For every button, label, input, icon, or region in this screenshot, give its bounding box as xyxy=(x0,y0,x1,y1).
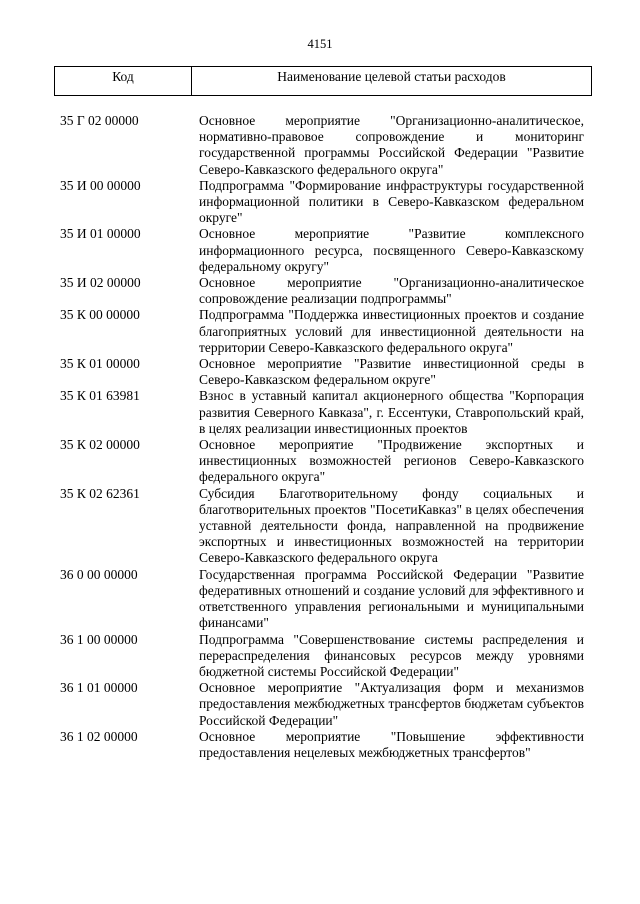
table-row xyxy=(54,486,592,567)
header-name: Наименование целевой статьи расходов xyxy=(277,69,506,84)
row-code: 35 И 02 00000 xyxy=(60,275,141,291)
table-row xyxy=(54,356,592,388)
row-description: Основное мероприятие "Продвижение экспортных и инвестиционных возможностей регионов Северо-Кавказского федерального округа" xyxy=(199,437,584,485)
row-code: 35 К 01 63981 xyxy=(60,388,140,404)
table-row xyxy=(54,680,592,729)
row-code: 35 К 01 00000 xyxy=(60,356,140,372)
row-code: 35 К 02 00000 xyxy=(60,437,140,453)
row-description: Подпрограмма "Формирование инфраструктуры государственной информационной политики в Северо-Кавказском федеральном округе" xyxy=(199,177,584,226)
table-row xyxy=(54,226,592,275)
table-row xyxy=(54,178,592,227)
table-body xyxy=(54,113,592,761)
row-code: 35 И 00 00000 xyxy=(60,177,141,193)
row-code: 36 1 01 00000 xyxy=(60,680,138,696)
row-description: Основное мероприятие "Развитие комплексного информационного ресурса, посвященного Северо-Кавказскому федеральному округу" xyxy=(199,226,584,274)
page-number: 4151 xyxy=(307,37,333,51)
table-row xyxy=(54,113,592,178)
row-code: 35 И 01 00000 xyxy=(60,226,141,242)
row-description: Субсидия Благотворительному фонду социальных и благотворительных проектов "ПосетиКавказ" в целях обеспечения уставной деятельности фонда, направленной на продвижение экспортных и инвестиционных возможностей на территории Северо-Кавказского федерального округа xyxy=(199,485,584,566)
row-description: Подпрограмма "Поддержка инвестиционных проектов и создание благоприятных условий для инвестиционной деятельности на территории Северо-Кавказского федерального округа" xyxy=(199,307,584,355)
table-row xyxy=(54,567,592,632)
row-code: 35 Г 02 00000 xyxy=(60,113,139,128)
header-code: Код xyxy=(55,67,192,95)
table-row xyxy=(54,632,592,681)
row-description: Взнос в уставный капитал акционерного общества "Корпорация развития Северного Кавказа", г. Ессентуки, Ставропольский край, в целях реализации инвестиционных проектов xyxy=(199,388,584,436)
row-description: Основное мероприятие "Развитие инвестиционной среды в Северо-Кавказском федеральном округе" xyxy=(199,356,584,388)
row-description: Основное мероприятие "Организационно-аналитическое, нормативно-правовое сопровождение и мониторинг государственной программы Российской Федерации "Развитие Северо-Кавказского федерального округа" xyxy=(199,113,584,177)
row-description: Основное мероприятие "Повышение эффективности предоставления нецелевых межбюджетных трансфертов" xyxy=(199,728,584,760)
table-header xyxy=(54,66,592,96)
table-row xyxy=(54,729,592,761)
table-row xyxy=(54,275,592,307)
table-row xyxy=(54,388,592,437)
row-code: 35 К 00 00000 xyxy=(60,307,140,323)
row-code: 36 1 02 00000 xyxy=(60,728,138,744)
table-row xyxy=(54,307,592,356)
row-description: Государственная программа Российской Федерации "Развитие федеративных отношений и создание условий для эффективного и ответственного управления региональными и муниципальными финансами" xyxy=(199,566,584,631)
row-description: Подпрограмма "Совершенствование системы распределения и перераспределения финансовых ресурсов между уровнями бюджетной системы Российской Федерации" xyxy=(199,631,584,679)
table-row xyxy=(54,437,592,486)
row-code: 36 0 00 00000 xyxy=(60,566,138,582)
row-code: 35 К 02 62361 xyxy=(60,485,140,501)
row-description: Основное мероприятие "Актуализация форм и механизмов предоставления межбюджетных трансфертов бюджетам субъектов Российской Федерации" xyxy=(199,680,584,728)
row-description: Основное мероприятие "Организационно-аналитическое сопровождение реализации подпрограммы" xyxy=(199,275,584,307)
row-code: 36 1 00 00000 xyxy=(60,631,138,647)
